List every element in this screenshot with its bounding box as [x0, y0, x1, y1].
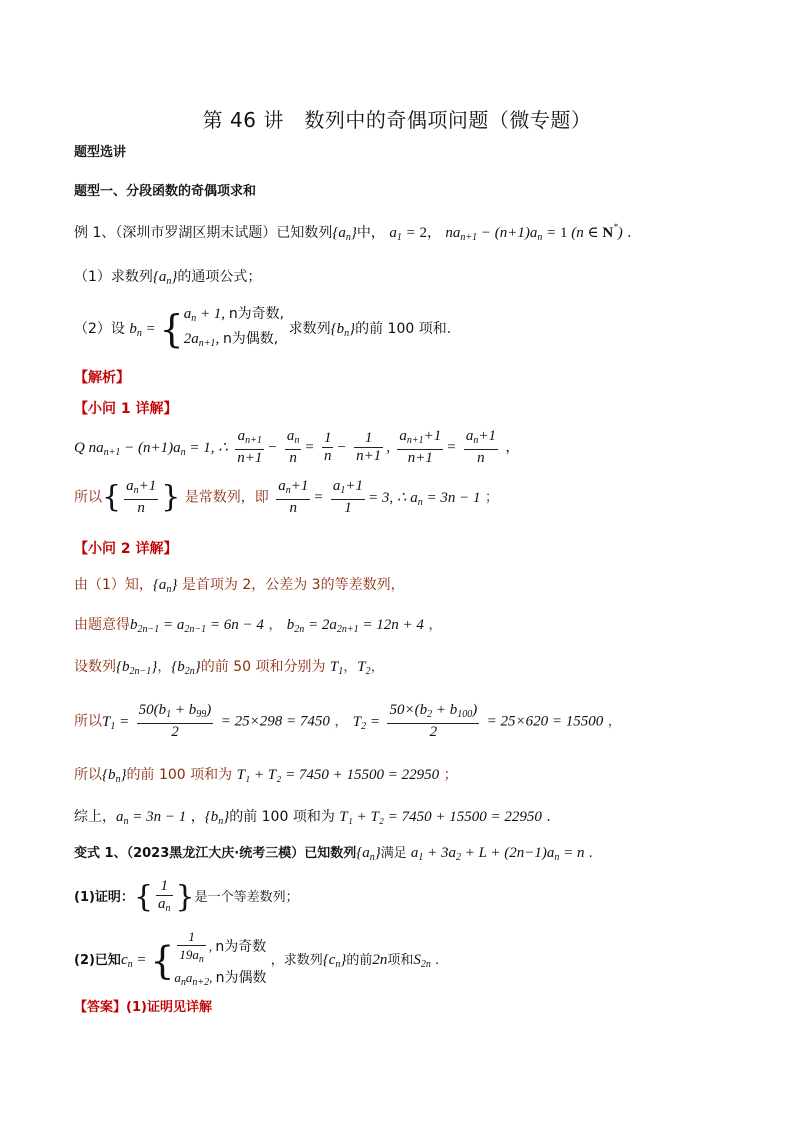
- subpart-2-label: 【小问 2 详解】: [74, 541, 178, 557]
- solution-1-step-2: 所以{ $\frac{a_n+1}{n}$ } 是常数列，即 $\frac{a_n+1}{n}$ = $\frac{a_1+1}{1}$ = 3, ∴ $a_n = 3n - 1$ ；: [74, 478, 499, 516]
- solution-2-line-5: 所以$\{b_n\}$的前 100 项和为 T₁ + T₂ = 7450 + 15500 = 22950 ；: [74, 767, 458, 785]
- variant-1-answer: 【答案】(1)证明见详解: [74, 1000, 212, 1015]
- variant-1-part-2: (2)已知$c_n$ = { $\frac{1}{19a_n}$ , n为奇数 $a_na_{n+2}$, n为偶数 ，求数列$\{c_n\}$的前2n项和$S_{2n}$ .: [74, 929, 440, 988]
- variant-1-part-1: (1)证明：{ $\frac{1}{a_n}$ }是一个等差数列；: [74, 878, 299, 915]
- solution-label: 【解析】: [74, 370, 130, 386]
- solution-2-line-3: 设数列$\{b_{2n-1}\}$，$\{b_{2n}\}$的前 50 项和分别为 $T_1$，$T_2$，: [74, 659, 385, 677]
- example-1-statement: 例 1、（深圳市罗湖区期末试题）已知数列$\{a_n\}$中， $a_1 = 2$， $na_{n+1} - (n+1)a_n = 1$ (n ∈ N*) .: [74, 222, 632, 243]
- solution-2-line-1: 由（1）知，$\{a_n\}$ 是首项为 2，公差为 3的等差数列，: [74, 577, 405, 595]
- question-2: （2）设 $b_n$ = { $a_n + 1$, n为奇数, $2a_{n+1}$, n为偶数, 求数列$\{b_n\}$的前 100 项和.: [74, 306, 452, 351]
- solution-summary: 综上，$a_n = 3n - 1$ ，$\{b_n\}$的前 100 项和为 T₁ + T₂ = 7450 + 15500 = 22950 .: [74, 809, 551, 827]
- page-title: 第 46 讲 数列中的奇偶项问题（微专题）: [202, 108, 592, 132]
- solution-2-line-4: 所以$T_1$ = $\frac{50(b_1 + b_{99})}{2}$ = 25×298 = 7450 ， $T_2$ = $\frac{50\times(b_2 + b_{100})}{2}$ = 25×620 = 15500 ，: [74, 702, 622, 740]
- type-heading: 题型一、分段函数的奇偶项求和: [74, 184, 257, 199]
- solution-1-step-1: Q $na_{n+1} - (n+1)a_n = 1$, ∴ $\frac{a_{n+1}}{n+1}$ − $\frac{a_n}{n}$ = $\frac{1}{n}$ − $\frac{1}{n+1}$ , $\frac{a_{n+1}+1}{n+1}$ = $\frac{a_n+1}{n}$ ，: [74, 428, 520, 466]
- question-1: （1）求数列$\{a_n\}$的通项公式；: [74, 269, 262, 287]
- section-heading: 题型选讲: [74, 145, 127, 160]
- solution-2-line-2: 由题意得$b_{2n-1} = a_{2n-1} = 6n - 4$ ， $b_{2n} = 2a_{2n+1} = 12n + 4$ ，: [74, 617, 443, 635]
- subpart-1-label: 【小问 1 详解】: [74, 401, 178, 417]
- variant-1-statement: 变式 1、（2023黑龙江大庆·统考三模）已知数列$\{a_n\}$满足 $a_1 + 3a_2 + L + (2n-1)a_n = n$ .: [74, 845, 593, 863]
